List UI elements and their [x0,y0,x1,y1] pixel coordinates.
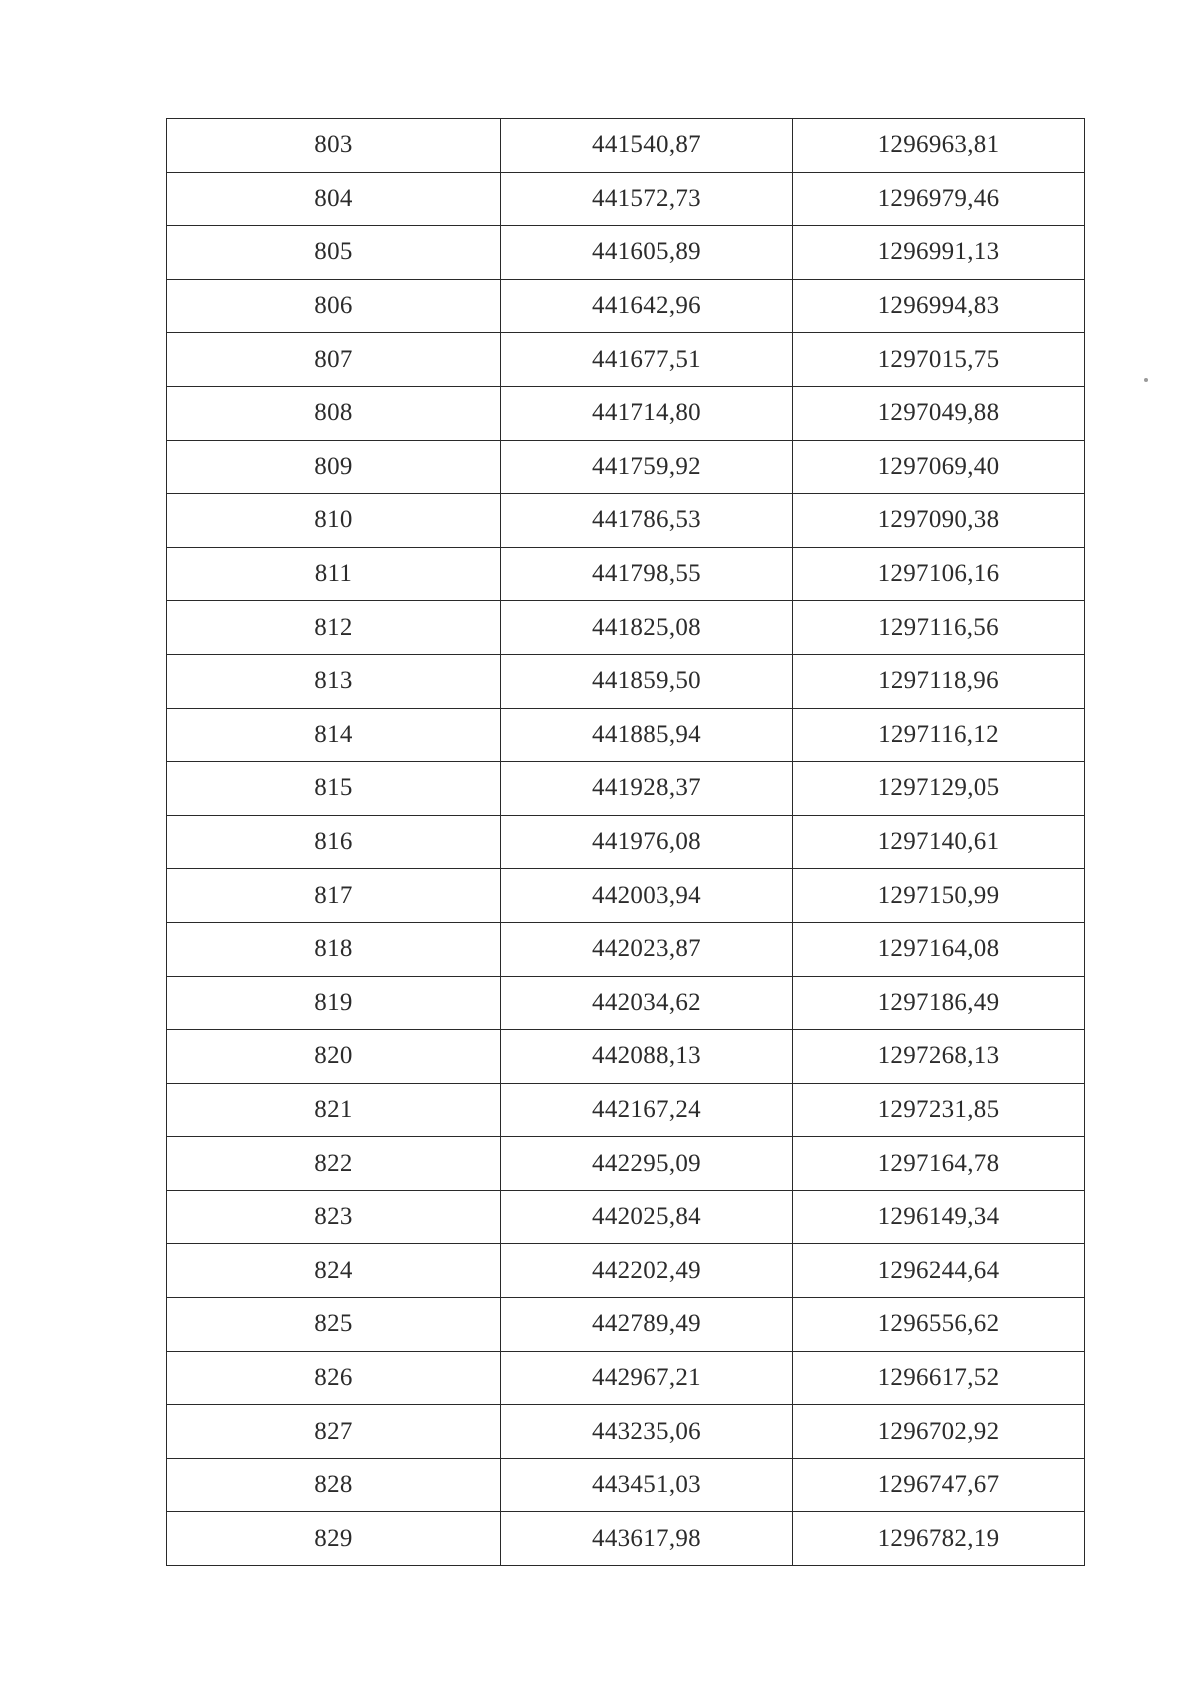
y-coordinate-cell: 1296991,13 [793,226,1085,280]
y-coordinate-cell: 1297164,08 [793,922,1085,976]
y-coordinate-cell: 1296747,67 [793,1458,1085,1512]
x-coordinate-cell: 441714,80 [501,386,793,440]
point-number-cell: 808 [167,386,501,440]
table-row [167,654,1085,708]
table-row [167,1030,1085,1084]
y-coordinate-cell: 1297164,78 [793,1137,1085,1191]
y-coordinate-cell: 1296702,92 [793,1405,1085,1459]
table-row [167,1190,1085,1244]
y-coordinate-cell: 1296244,64 [793,1244,1085,1298]
point-number-cell: 816 [167,815,501,869]
table-row [167,226,1085,280]
point-number-cell: 817 [167,869,501,923]
table-row [167,1351,1085,1405]
table-row [167,1405,1085,1459]
y-coordinate-cell: 1296556,62 [793,1298,1085,1352]
table-row [167,440,1085,494]
x-coordinate-cell: 443617,98 [501,1512,793,1566]
x-coordinate-cell: 441605,89 [501,226,793,280]
x-coordinate-cell: 441798,55 [501,547,793,601]
table-row [167,1458,1085,1512]
table-row [167,922,1085,976]
table-row [167,762,1085,816]
y-coordinate-cell: 1297186,49 [793,976,1085,1030]
table-row [167,333,1085,387]
table-row [167,1512,1085,1566]
x-coordinate-cell: 441540,87 [501,119,793,173]
table-row [167,494,1085,548]
y-coordinate-cell: 1297140,61 [793,815,1085,869]
table-row [167,119,1085,173]
y-coordinate-cell: 1296994,83 [793,279,1085,333]
x-coordinate-cell: 442088,13 [501,1030,793,1084]
point-number-cell: 823 [167,1190,501,1244]
y-coordinate-cell: 1296963,81 [793,119,1085,173]
x-coordinate-cell: 441885,94 [501,708,793,762]
table-row [167,708,1085,762]
table-row [167,172,1085,226]
point-number-cell: 804 [167,172,501,226]
table-row [167,601,1085,655]
x-coordinate-cell: 441825,08 [501,601,793,655]
coordinates-table-body [167,119,1085,1566]
y-coordinate-cell: 1296782,19 [793,1512,1085,1566]
y-coordinate-cell: 1297015,75 [793,333,1085,387]
y-coordinate-cell: 1297150,99 [793,869,1085,923]
x-coordinate-cell: 441859,50 [501,654,793,708]
point-number-cell: 815 [167,762,501,816]
point-number-cell: 803 [167,119,501,173]
x-coordinate-cell: 442025,84 [501,1190,793,1244]
x-coordinate-cell: 441976,08 [501,815,793,869]
table-row [167,386,1085,440]
y-coordinate-cell: 1297090,38 [793,494,1085,548]
y-coordinate-cell: 1297069,40 [793,440,1085,494]
y-coordinate-cell: 1296617,52 [793,1351,1085,1405]
x-coordinate-cell: 442003,94 [501,869,793,923]
point-number-cell: 829 [167,1512,501,1566]
table-row [167,1137,1085,1191]
x-coordinate-cell: 441642,96 [501,279,793,333]
x-coordinate-cell: 442295,09 [501,1137,793,1191]
table-row [167,1244,1085,1298]
x-coordinate-cell: 441786,53 [501,494,793,548]
y-coordinate-cell: 1297116,12 [793,708,1085,762]
y-coordinate-cell: 1296979,46 [793,172,1085,226]
point-number-cell: 828 [167,1458,501,1512]
point-number-cell: 812 [167,601,501,655]
x-coordinate-cell: 441572,73 [501,172,793,226]
table-row [167,279,1085,333]
y-coordinate-cell: 1297231,85 [793,1083,1085,1137]
point-number-cell: 819 [167,976,501,1030]
table-row [167,976,1085,1030]
x-coordinate-cell: 441677,51 [501,333,793,387]
point-number-cell: 809 [167,440,501,494]
scan-speck [1144,378,1148,382]
point-number-cell: 810 [167,494,501,548]
y-coordinate-cell: 1297116,56 [793,601,1085,655]
y-coordinate-cell: 1297129,05 [793,762,1085,816]
table-row [167,547,1085,601]
x-coordinate-cell: 443451,03 [501,1458,793,1512]
table-row [167,1298,1085,1352]
y-coordinate-cell: 1297049,88 [793,386,1085,440]
point-number-cell: 821 [167,1083,501,1137]
point-number-cell: 813 [167,654,501,708]
table-row [167,815,1085,869]
point-number-cell: 805 [167,226,501,280]
y-coordinate-cell: 1297118,96 [793,654,1085,708]
x-coordinate-cell: 441759,92 [501,440,793,494]
point-number-cell: 811 [167,547,501,601]
x-coordinate-cell: 442789,49 [501,1298,793,1352]
x-coordinate-cell: 443235,06 [501,1405,793,1459]
point-number-cell: 826 [167,1351,501,1405]
x-coordinate-cell: 442023,87 [501,922,793,976]
point-number-cell: 818 [167,922,501,976]
point-number-cell: 814 [167,708,501,762]
x-coordinate-cell: 442202,49 [501,1244,793,1298]
table-row [167,1083,1085,1137]
x-coordinate-cell: 441928,37 [501,762,793,816]
y-coordinate-cell: 1296149,34 [793,1190,1085,1244]
point-number-cell: 827 [167,1405,501,1459]
x-coordinate-cell: 442967,21 [501,1351,793,1405]
point-number-cell: 806 [167,279,501,333]
point-number-cell: 822 [167,1137,501,1191]
point-number-cell: 825 [167,1298,501,1352]
point-number-cell: 824 [167,1244,501,1298]
point-number-cell: 807 [167,333,501,387]
table-row [167,869,1085,923]
x-coordinate-cell: 442167,24 [501,1083,793,1137]
x-coordinate-cell: 442034,62 [501,976,793,1030]
point-number-cell: 820 [167,1030,501,1084]
y-coordinate-cell: 1297106,16 [793,547,1085,601]
y-coordinate-cell: 1297268,13 [793,1030,1085,1084]
coordinates-table [166,118,1085,1566]
